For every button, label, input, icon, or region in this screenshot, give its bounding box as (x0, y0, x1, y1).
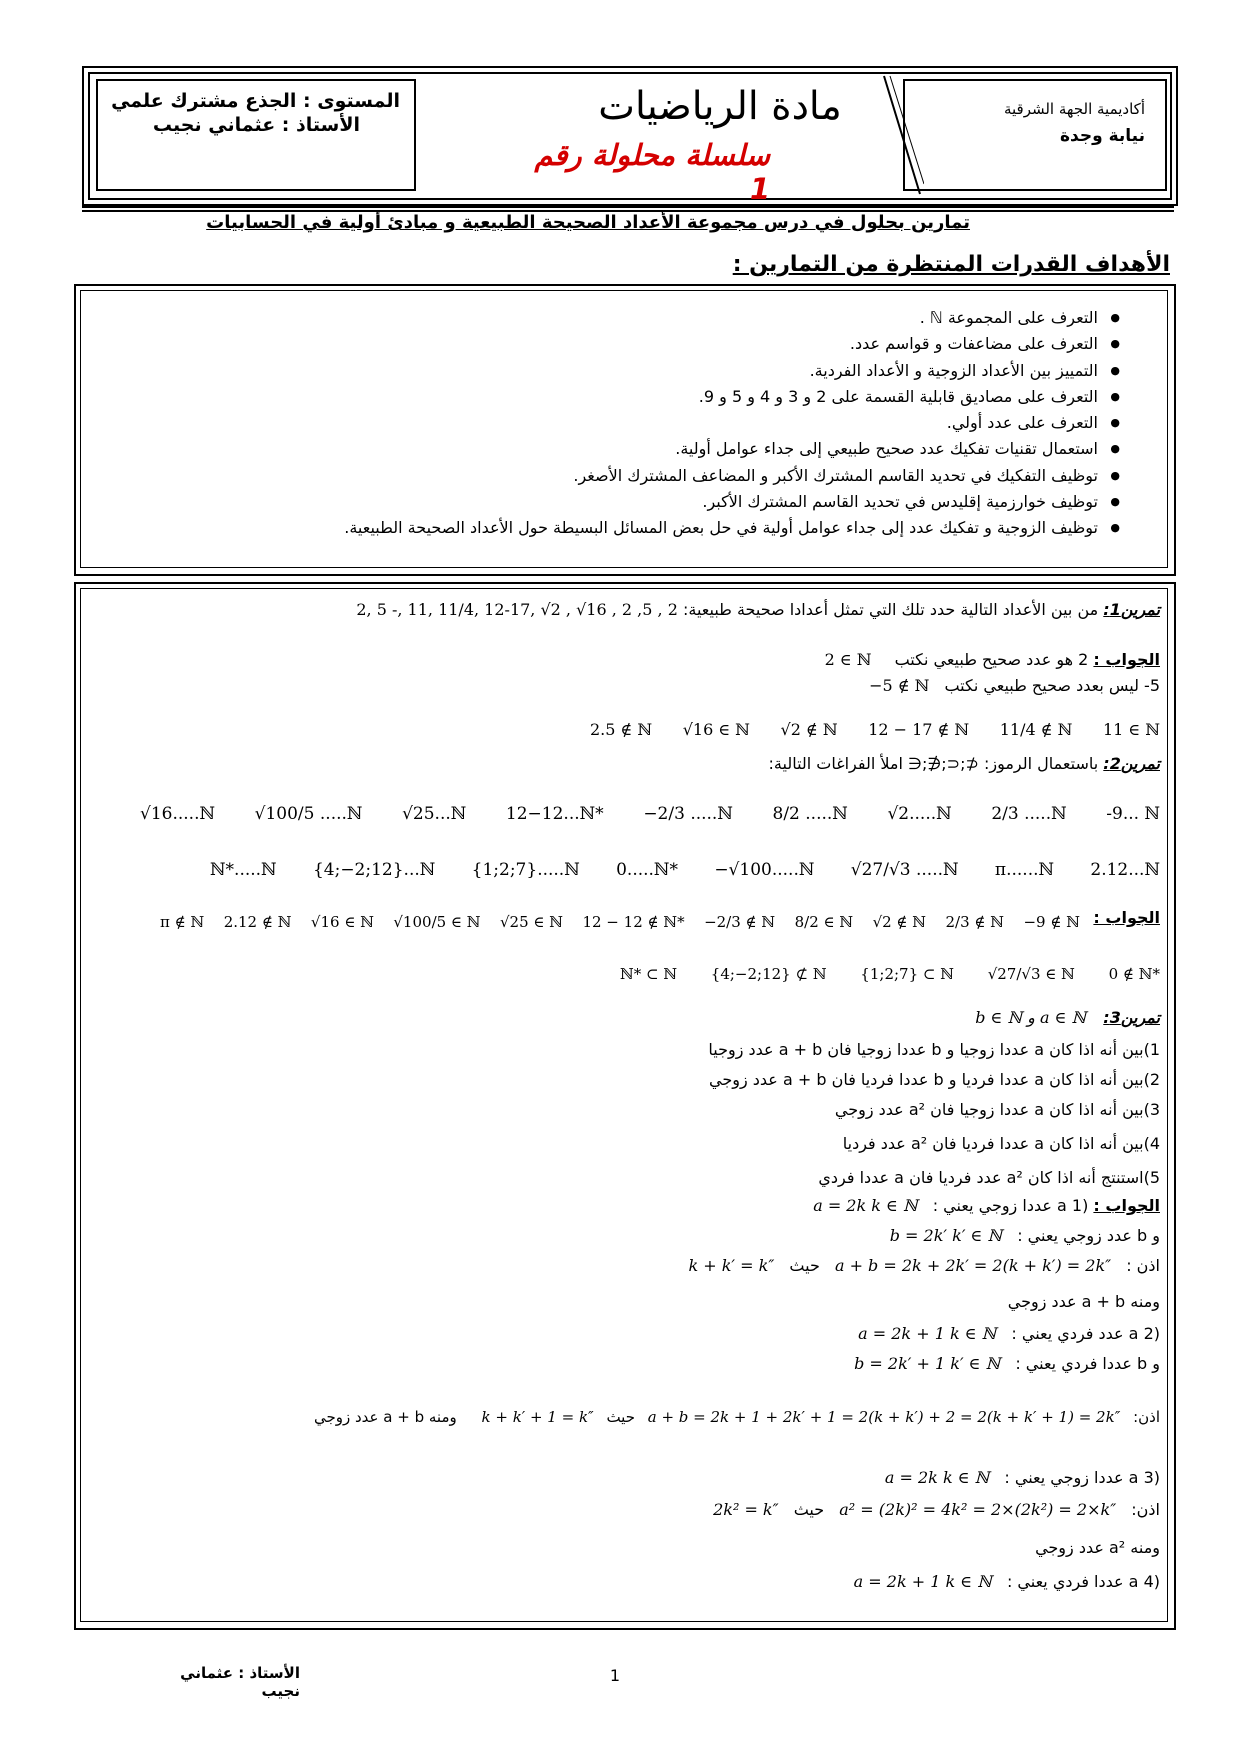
ex3-s3a-text: (3 a عددا زوجي يعني : (1004, 1468, 1160, 1487)
ex2-blank: √27/√3 .....ℕ (850, 860, 959, 880)
ex3-s4a-row (700, 1572, 1160, 1591)
objective-item: ● التعرف على عدد أولي. (200, 410, 1120, 436)
ex3-s3a-math: a = 2k k ∈ ℕ (884, 1468, 990, 1487)
ex2-answer: 12 − 12 ∉ ℕ* (582, 913, 685, 931)
ex2-answer-row1 (160, 900, 1080, 944)
teacher-label: الأستاذ : عثماني نجيب (152, 114, 360, 136)
ex3-given-row (800, 1008, 1160, 1027)
ex3-s2c-conclusion: ومنه a + b عدد زوجي (313, 1408, 457, 1426)
ex3-s2a-math: a = 2k + 1 k ∈ ℕ (858, 1324, 997, 1343)
intro-line: تمارين بحلول في درس مجموعة الأعداد الصحيحة الطبيعية و مبادئ أولية في الحسابيات (206, 212, 970, 233)
ex3-s2b-text: و b عددا فردي يعني : (1015, 1354, 1160, 1373)
ex3-s1b-row (700, 1226, 1160, 1245)
ex3-s1c-math: a + b = 2k + 2k′ = 2(k + k′) = 2k″ (834, 1256, 1112, 1275)
ex2-blank: ℕ*.....ℕ (210, 860, 277, 880)
ex2-answer: 2/3 ∉ ℕ (945, 913, 1004, 931)
footer-teacher: الأستاذ : عثماني نجيب (180, 1664, 300, 1700)
ex3-question-5: 5)استنتج أنه اذا كان a² عدد فرديا فان a عددا فردي (818, 1168, 1160, 1187)
ex3-s2a-text: (2 a عدد فردي يعني : (1011, 1324, 1160, 1343)
objective-item: ● توظيف خوارزمية إقليدس في تحديد القاسم المشترك الأكبر. (200, 489, 1120, 515)
ex3-s1a-text: (1 a عددا زوجي يعني : (932, 1196, 1089, 1215)
ex2-blank: √25...ℕ (402, 804, 467, 824)
ex1-answer-label: الجواب : (1093, 650, 1160, 669)
ex2-blank: −2/3 .....ℕ (643, 804, 733, 824)
ex2-blank: 2.12...ℕ (1090, 860, 1160, 880)
ex1-statement-row (160, 600, 1160, 619)
ex3-s2c-row (280, 1408, 1160, 1426)
ex2-statement-row (500, 754, 1160, 773)
ex3-question-3: 3)بين أنه اذا كان a عددا زوجيا فان a² عدد زوجي (834, 1100, 1160, 1119)
ex2-answer: −9 ∉ ℕ (1023, 913, 1080, 931)
ex2-answer: {4;−2;12} ⊄ ℕ (710, 965, 827, 983)
header-rule (82, 206, 1174, 208)
ex3-s1c-text: اذن : (1126, 1256, 1160, 1275)
ex2-blank: π......ℕ (994, 860, 1055, 880)
ex1-label: تمرين1: (1103, 600, 1160, 619)
ex2-answer: √16 ∈ ℕ (310, 913, 374, 931)
directorate-name: نيابة وجدة (1060, 126, 1145, 146)
objective-item: ● التعرف على مصاديق قابلية القسمة على 2 و 3 و 4 و 5 و 9. (200, 384, 1120, 410)
ex3-label: تمرين3: (1103, 1008, 1160, 1027)
ex2-blank: √16.....ℕ (140, 804, 216, 824)
ex1-numbers: 2, 5 -, 11, 11/4, 12-17, √2 , √16 , 2 ,5 , 2 (356, 600, 678, 619)
ex3-s3b-math: a² = (2k)² = 4k² = 2×(2k²) = 2×k″ (839, 1500, 1117, 1519)
ex3-question-4: 4)بين أنه اذا كان a عددا فرديا فان a² عدد فرديا (842, 1134, 1160, 1153)
ex1-statement: من بين الأعداد التالية حدد تلك التي تمثل أعدادا صحيحة طبيعية: (682, 600, 1099, 619)
ex3-s3c: ومنه a² عدد زوجي (1035, 1538, 1160, 1557)
ex3-s2a-row (700, 1324, 1160, 1343)
objective-item: ● توظيف الزوجية و تفكيك عدد إلى جداء عوامل أولية في حل بعض المسائل البسيطة حول الأعداد الصحيحة الطبيعية. (200, 515, 1120, 541)
ex3-s2c-where: حيث (606, 1408, 635, 1426)
ex2-blank: −√100.....ℕ (714, 860, 815, 880)
ex3-s1a-row (700, 1196, 1160, 1215)
objective-item: ● توظيف التفكيك في تحديد القاسم المشترك الأكبر و المضاعف المشترك الأصغر. (200, 463, 1120, 489)
ex3-s3b-text: اذن: (1131, 1500, 1160, 1519)
goals-heading: الأهداف القدرات المنتظرة من التمارين : (732, 252, 1170, 277)
ex3-s3a-row (700, 1468, 1160, 1487)
ex1-answer-results (590, 708, 1160, 750)
ex3-s1d: ومنه a + b عدد زوجي (1007, 1292, 1160, 1311)
ex2-answer: 8/2 ∈ ℕ (794, 913, 854, 931)
ex3-s4a-math: a = 2k + 1 k ∈ ℕ (853, 1572, 992, 1591)
ex2-blank: {4;−2;12}...ℕ (312, 860, 436, 880)
objective-item: ● التعرف على المجموعة ℕ . (200, 305, 1120, 331)
ex3-s1c-where: حيث (789, 1256, 820, 1275)
ex1-result: 2.5 ∉ ℕ (590, 719, 653, 739)
ex3-s1c-row (600, 1256, 1160, 1275)
ex2-answer: √25 ∈ ℕ (499, 913, 563, 931)
ex2-answer-row2 (620, 952, 1160, 996)
ex3-s2b-math: b = 2k′ + 1 k′ ∈ ℕ (854, 1354, 1001, 1373)
ex3-s3b-where: حيث (793, 1500, 825, 1519)
ex2-blank: 8/2 .....ℕ (772, 804, 848, 824)
objective-item: ● التعرف على مضاعفات و قواسم عدد. (200, 331, 1120, 357)
ex2-answer: √2 ∉ ℕ (872, 913, 927, 931)
ex2-answer: {1;2;7} ⊂ ℕ (860, 965, 954, 983)
ex2-blank: -9... ℕ (1106, 804, 1160, 824)
ex2-blank: 12−12...ℕ* (505, 804, 604, 824)
subject-title: مادة الرياضيات (598, 84, 842, 129)
ex3-s4a-text: (4 a عددا فردي يعني : (1006, 1572, 1160, 1591)
ex2-answer: ℕ* ⊂ ℕ (620, 965, 678, 983)
ex1-result: 11 ∈ ℕ (1102, 719, 1160, 739)
objectives-list (200, 305, 1120, 542)
ex2-answer: 2.12 ∉ ℕ (223, 913, 292, 931)
academy-name: أكاديمية الجهة الشرقية (1003, 100, 1145, 118)
ex3-s1b-text: و b عدد زوجي يعني : (1017, 1226, 1160, 1245)
ex2-statement: باستعمال الرموز: ⊄;⊂;∉;∈ املأ الفراغات التالية: (768, 754, 1099, 773)
ex2-blank: √100/5 .....ℕ (254, 804, 363, 824)
ex2-answer: −2/3 ∉ ℕ (704, 913, 776, 931)
ex2-label: تمرين2: (1103, 754, 1160, 773)
ex1-answer-math1: 2 ∈ ℕ (824, 650, 872, 669)
ex3-s2c-math: a + b = 2k + 1 + 2k′ + 1 = 2(k + k′) + 2 = 2(k + k′ + 1) = 2k″ (647, 1408, 1121, 1426)
ex3-s1c-where-math: k + k′ = k″ (688, 1256, 775, 1275)
ex3-question-1: 1)بين أنه اذا كان a عددا زوجيا و b عددا زوجيا فان a + b عدد زوجيا (708, 1040, 1160, 1059)
ex2-blank: 2/3 .....ℕ (991, 804, 1067, 824)
ex3-s2c-where-math: k + k′ + 1 = k″ (481, 1408, 594, 1426)
ex2-blank: √2.....ℕ (887, 804, 952, 824)
ex2-answer: 0 ∉ ℕ* (1108, 965, 1160, 983)
ex3-s2b-row (700, 1354, 1160, 1373)
ex2-blank: {1;2;7}.....ℕ (471, 860, 580, 880)
ex1-answer-text2: 5- ليس بعدد صحيح طبيعي نكتب (944, 676, 1160, 695)
page-number: 1 (609, 1666, 621, 1685)
ex3-s1b-math: b = 2k′ k′ ∈ ℕ (889, 1226, 1003, 1245)
series-title: سلسلة محلولة رقم 1 (534, 138, 770, 206)
ex1-answer-row1 (700, 650, 1160, 669)
ex1-answer-row2 (700, 676, 1160, 695)
ex3-s3b-row (600, 1500, 1160, 1519)
level-label: المستوى : الجذع مشترك علمي (111, 90, 400, 112)
ex1-answer-math2: −5 ∉ ℕ (869, 676, 930, 695)
ex3-given: a ∈ ℕ و b ∈ ℕ (975, 1008, 1087, 1027)
ex1-answer-text1: 2 هو عدد صحيح طبيعي نكتب (894, 650, 1089, 669)
objective-item: ● التمييز بين الأعداد الزوجية و الأعداد الفردية. (200, 358, 1120, 384)
ex3-s3b-where-math: 2k² = k″ (713, 1500, 779, 1519)
ex2-blank: 0.....ℕ* (616, 860, 678, 880)
ex2-answer: π ∉ ℕ (160, 913, 205, 931)
objective-item: ● استعمال تقنيات تفكيك عدد صحيح طبيعي إلى جداء عوامل أولية. (200, 436, 1120, 462)
ex2-row2 (210, 846, 1160, 894)
ex1-result: √2 ∉ ℕ (780, 719, 838, 739)
ex3-s1a-math: a = 2k k ∈ ℕ (813, 1196, 918, 1215)
ex2-row1 (140, 790, 1160, 838)
ex2-answer: √100/5 ∈ ℕ (393, 913, 481, 931)
ex2-answer: √27/√3 ∈ ℕ (987, 965, 1075, 983)
ex3-s2c-text: اذن: (1133, 1408, 1160, 1426)
ex2-answer-label-row (1080, 908, 1160, 927)
ex1-result: 11/4 ∉ ℕ (999, 719, 1073, 739)
ex1-result: √16 ∈ ℕ (682, 719, 750, 739)
ex3-question-2: 2)بين أنه اذا كان a عددا فرديا و b عددا فرديا فان a + b عدد زوجي (709, 1070, 1160, 1089)
header-divider-slash (880, 74, 924, 196)
ex1-result: 12 − 17 ∉ ℕ (868, 719, 970, 739)
ex3-answer-label: الجواب : (1093, 1196, 1160, 1215)
ex2-answer-label: الجواب : (1093, 908, 1160, 927)
